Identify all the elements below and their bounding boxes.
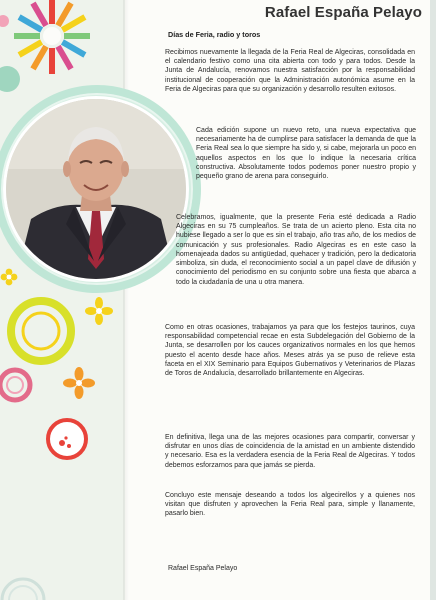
paragraph: Recibimos nuevamente la llegada de la Feria Real de Algeciras, consolidada en el calendario festivo como una cita abierta con todo y para todos. Desde la Junta de Andalucía, renovamos nuestra satisfacción por la responsabilidad institucional de cooperación que la Administración autonómica asume en la Feria de Algeciras para que su organización y desarrollo resulten exitosos. — [165, 49, 415, 93]
sunburst-icon — [12, 0, 92, 76]
page-edge — [430, 0, 436, 600]
orange-flower-icon — [62, 366, 96, 400]
signature: Rafael España Pelayo — [168, 565, 238, 572]
pink-dot-icon — [0, 14, 10, 28]
mint-circle-icon — [0, 64, 22, 94]
faded-fan-icon — [0, 568, 46, 600]
red-ring-icon — [44, 416, 90, 462]
paragraph: En definitiva, llega una de las mejores ocasiones para compartir, conversar y disfrutar en unos días de coincidencia de la amistad en un ambiente distendido y necesario. Esa es la verdadera esencia de la Feria Real de Algeciras. Y todos debemos esforzarnos para que jamás se pierda. — [165, 434, 415, 469]
paragraph: Cada edición supone un nuevo reto, una nueva expectativa que necesariamente ha de cumplirse para satisfacer la demanda de que la Feria Real sea lo que siempre ha sido y, si cabe, mejorarla un poco en aquellos aspectos en los que lo indique la necesaria crítica constructiva. Absolutamente todos podemos poner nuestro propio y pequeño grano de arena para conseguirlo. — [196, 127, 416, 181]
small-flower-icon — [0, 268, 18, 286]
portrait-icon — [6, 99, 186, 279]
pink-ring-icon — [0, 366, 34, 404]
author-title: Rafael España Pelayo — [264, 4, 422, 21]
paragraph: Concluyo este mensaje deseando a todos los algecirellos y a quienes nos visitan que disfruten y aprovechen la Feria Real para, simple y llanamente, pasarlo bien. — [165, 492, 415, 518]
portrait-photo — [3, 96, 189, 282]
yellow-ring-icon — [6, 296, 76, 366]
paragraph: Como en otras ocasiones, trabajamos ya para que los festejos taurinos, cuya responsabilidad competencial recae en esta Subdelegación del Gobierno de la Junta, se desarrollen por los cauces organizativos normales en los que hemos puesto el acento desde hace años. Meses atrás ya se puso de relieve esta faceta en el XIX Seminario para Equipos Gubernativos y Veterinarios de Plazas de Toros de Andalucía, desarrollado brillantemente en Algeciras. — [165, 324, 415, 378]
paragraph: Celebramos, igualmente, que la presente Feria esté dedicada a Radio Algeciras en su 75 cumpleaños. Se trata de un acierto pleno. Esta cita no hubiese llegado a ser lo que es sin el trabajo, año tras año, de los medios de comunicación y sus profesionales. Radio Algeciras es en este caso la homenajeada dados su antigüedad, quehacer y tradición, pero la dedicatoria simboliza, sin duda, el reconocimiento social a un papel clave de difusión y conocimiento del periodismo en su conjunto sobre una fiesta que abarca a todo la ciudadanía de una u otra manera. — [176, 214, 416, 286]
article-subtitle: Días de Feria, radio y toros — [168, 30, 261, 39]
yellow-flower-icon — [84, 296, 114, 326]
